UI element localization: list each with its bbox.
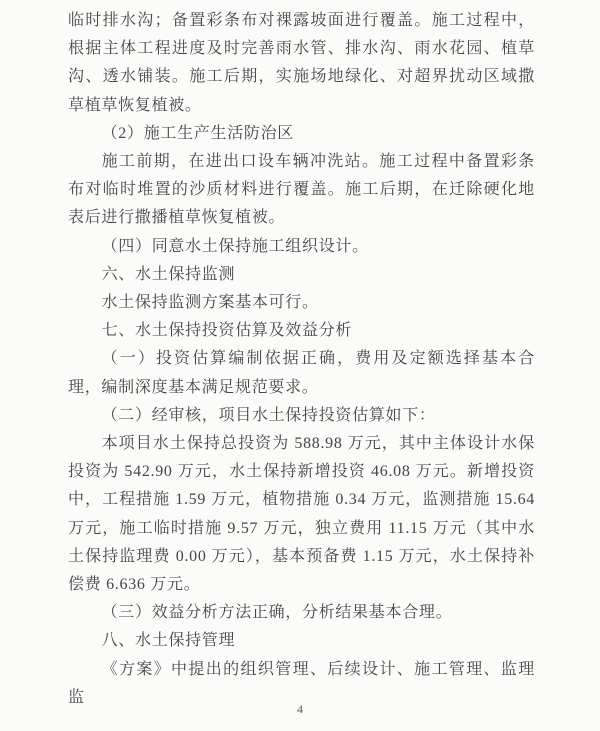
paragraph-monitoring-feasible: 水土保持监测方案基本可行。 bbox=[101, 294, 319, 312]
paragraph-management-proposed-continuation: 《方案》中提出的组织管理、后续设计、施工管理、监理监 bbox=[68, 660, 535, 706]
paragraph-temporary-drainage-continuation: 临时排水沟；备置彩条布对裸露坡面进行覆盖。施工过程中，根据主体工程进度及时完善雨水管、排水沟、雨水花园、植草沟、透水铺装。施工后期，实施场地绿化、对超界扰动区域撒草植草恢复植被。 bbox=[68, 12, 535, 114]
item-benefit-analysis-correct: （三）效益分析方法正确，分析结果基本合理。 bbox=[101, 604, 453, 622]
item-agree-construction-organization-design: （四）同意水土保持施工组织设计。 bbox=[101, 237, 369, 255]
item-estimate-basis-correct: （一）投资估算编制依据正确，费用及定额选择基本合理，编制深度基本满足规范要求。 bbox=[68, 350, 535, 396]
paragraph-construction-phases: 施工前期，在进出口设车辆冲洗站。施工过程中备置彩条布对临时堆置的沙质材料进行覆盖。施工后期，在迁除硬化地表后进行撒播植草恢复植被。 bbox=[68, 153, 535, 227]
heading-section-8-management: 八、水土保持管理 bbox=[101, 632, 236, 650]
document-body bbox=[68, 7, 535, 712]
item-after-review-estimate-as-follows: （二）经审核，项目水土保持投资估算如下： bbox=[101, 406, 436, 424]
page-number: 4 bbox=[297, 702, 303, 716]
subheading-construction-production-living-area: （2）施工生产生活防治区 bbox=[101, 124, 294, 142]
paragraph-investment-breakdown: 本项目水土保持总投资为 588.98 万元，其中主体设计水保投资为 542.90 万元，水土保持新增投资 46.08 万元。新增投资中，工程措施 1.59 万元，植物措施 0.34 万元，监测措施 15.64 万元，施工临时措施 9.57 万元，独立费用 11.15 万元（其中水土保持监理费 0.00 万元），基本预备费 1.15 万元，水土保持补偿费 6.636 万元。 bbox=[68, 435, 535, 594]
heading-section-6-monitoring: 六、水土保持监测 bbox=[101, 265, 236, 283]
heading-section-7-investment-estimate: 七、水土保持投资估算及效益分析 bbox=[101, 322, 353, 340]
